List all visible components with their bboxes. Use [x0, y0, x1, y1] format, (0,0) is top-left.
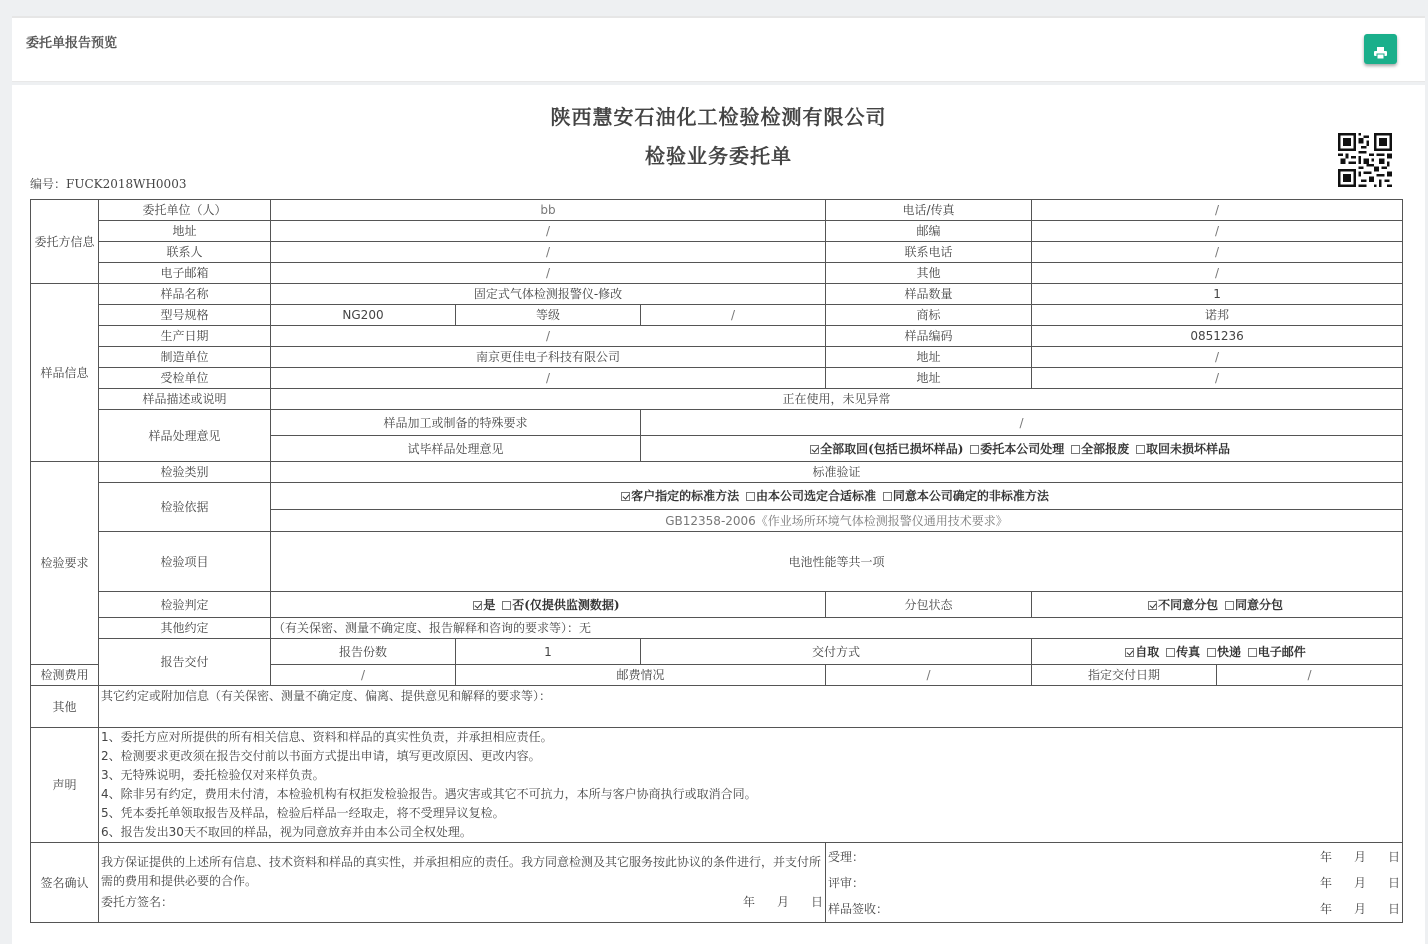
sample-code-label: 样品编码 — [826, 326, 1032, 347]
checkbox-option[interactable]: 自取 — [1125, 645, 1162, 659]
checkbox-option[interactable]: 委托本公司处理 — [970, 442, 1067, 456]
checkbox-icon — [1225, 601, 1234, 610]
inspection-items-label: 检验项目 — [99, 532, 271, 592]
section-client-info: 委托方信息 — [31, 200, 99, 284]
statement-item: 4、除非另有约定，费用未付清，本检验机构有权拒发检验报告。遇灾害或其它不可抗力，本所与客户协商执行或取消合同。 — [101, 787, 757, 801]
sample-after-options — [641, 436, 1403, 462]
document-number: 编号：FUCK2018WH0003 — [30, 177, 187, 191]
report-document — [12, 85, 1425, 944]
checkbox-option[interactable]: 快递 — [1207, 645, 1244, 659]
client-contact-phone-value: / — [1032, 242, 1403, 263]
company-signature-block — [826, 843, 1403, 923]
checkbox-icon — [1248, 648, 1257, 657]
sample-after-label: 试毕样品处理意见 — [271, 436, 641, 462]
report-due-label: 指定交付日期 — [1032, 665, 1217, 686]
client-phone-label: 电话/传真 — [826, 200, 1032, 221]
checkbox-option[interactable]: 同意分包 — [1225, 598, 1286, 612]
sample-date-value: / — [271, 326, 826, 347]
sample-maker-value: 南京更佳电子科技有限公司 — [271, 347, 826, 368]
inspection-type-value: 标准验证 — [271, 462, 1403, 483]
checkbox-option[interactable]: 不同意分包 — [1148, 598, 1221, 612]
inspection-judge-options — [271, 592, 826, 618]
client-contact-label: 联系人 — [99, 242, 271, 263]
statement-item: 1、委托方应对所提供的所有相关信息、资料和样品的真实性负责，并承担相应责任。 — [101, 730, 553, 744]
inspection-sub-label: 分包状态 — [826, 592, 1032, 618]
entrustment-form — [30, 199, 1403, 923]
client-other-value: / — [1032, 263, 1403, 284]
panel-title: 委托单报告预览 — [26, 36, 118, 51]
sample-brand-label: 商标 — [826, 305, 1032, 326]
receive-label: 样品签收： — [828, 901, 889, 916]
sample-inspected-value: / — [271, 368, 826, 389]
sample-qty-value: 1 — [1032, 284, 1403, 305]
inspection-basis-label: 检验依据 — [99, 483, 271, 532]
client-other-label: 其他 — [826, 263, 1032, 284]
panel-header — [12, 16, 1425, 82]
checkbox-option[interactable]: 由本公司选定合适标准 — [746, 489, 879, 503]
inspection-judge-label: 检验判定 — [99, 592, 271, 618]
receive-date: 年 月 日 — [1320, 901, 1401, 916]
checkbox-option[interactable]: 电子邮件 — [1248, 645, 1309, 659]
sample-special-value: / — [641, 410, 1403, 436]
client-phone-value: / — [1032, 200, 1403, 221]
report-postage-label: 邮费情况 — [456, 665, 826, 686]
checkbox-checked-icon — [1125, 648, 1134, 657]
section-inspection: 检验要求 — [31, 462, 99, 665]
sample-date-label: 生产日期 — [99, 326, 271, 347]
sample-name-label: 样品名称 — [99, 284, 271, 305]
report-due-value: / — [1217, 665, 1403, 686]
client-unit-value: bb — [271, 200, 826, 221]
inspection-items-value: 电池性能等共一项 — [271, 532, 1403, 592]
checkbox-icon — [1071, 445, 1080, 454]
checkbox-icon — [883, 492, 892, 501]
inspection-agreement-value: （有关保密、测量不确定度、报告解释和咨询的要求等）：无 — [271, 618, 1403, 639]
client-email-value: / — [271, 263, 826, 284]
checkbox-icon — [746, 492, 755, 501]
sample-inspected-label: 受检单位 — [99, 368, 271, 389]
checkbox-icon — [1166, 648, 1175, 657]
sample-code-value: 0851236 — [1032, 326, 1403, 347]
checkbox-icon — [1207, 648, 1216, 657]
client-signature-block — [99, 843, 826, 923]
client-zip-value: / — [1032, 221, 1403, 242]
print-icon — [1374, 47, 1387, 59]
report-delivery-label: 交付方式 — [641, 639, 1032, 665]
sample-brand-value: 诺邦 — [1032, 305, 1403, 326]
checkbox-option[interactable]: 客户指定的标准方法 — [621, 489, 742, 503]
sample-desc-value: 正在使用，未见异常 — [271, 389, 1403, 410]
review-label: 评审： — [828, 875, 865, 890]
qr-code-icon — [1338, 133, 1392, 187]
statement-item: 2、检测要求更改须在报告交付前以书面方式提出申请，填写更改原因、更改内容。 — [101, 749, 541, 763]
report-copies-value: 1 — [456, 639, 641, 665]
inspection-agreement-label: 其他约定 — [99, 618, 271, 639]
sample-handling-label: 样品处理意见 — [99, 410, 271, 462]
checkbox-checked-icon — [810, 445, 819, 454]
sample-maker-address-label: 地址 — [826, 347, 1032, 368]
form-title: 检验业务委托单 — [645, 144, 792, 168]
inspection-type-label: 检验类别 — [99, 462, 271, 483]
client-address-value: / — [271, 221, 826, 242]
checkbox-option[interactable]: 全部报废 — [1071, 442, 1132, 456]
checkbox-checked-icon — [1148, 601, 1157, 610]
report-postage-value: / — [826, 665, 1032, 686]
inspection-basis-options — [271, 483, 1403, 510]
section-report: 报告交付 — [99, 639, 271, 686]
report-fee-label: 检测费用 — [31, 665, 99, 686]
client-zip-label: 邮编 — [826, 221, 1032, 242]
client-address-label: 地址 — [99, 221, 271, 242]
statement-item: 5、凭本委托单领取报告及样品，检验后样品一经取走，将不受理异议复检。 — [101, 806, 505, 820]
print-button[interactable] — [1364, 34, 1397, 64]
statement-list — [99, 728, 1403, 843]
checkbox-icon — [502, 601, 511, 610]
accept-label: 受理： — [828, 849, 865, 864]
review-date: 年 月 日 — [1320, 875, 1401, 890]
sample-grade-value: / — [641, 305, 826, 326]
guarantee-text: 我方保证提供的上述所有信息、技术资料和样品的真实性，并承担相应的责任。我方同意检测及其它服务按此协议的条件进行，并支付所需的费用和提供必要的合作。 — [101, 855, 822, 888]
sample-inspected-address-value: / — [1032, 368, 1403, 389]
inspection-standard: GB12358-2006《作业场所环境气体检测报警仪通用技术要求》 — [271, 510, 1403, 532]
client-email-label: 电子邮箱 — [99, 263, 271, 284]
report-fee-value: / — [271, 665, 456, 686]
checkbox-option[interactable]: 是 — [473, 598, 498, 612]
inspection-sub-options — [1032, 592, 1403, 618]
checkbox-option[interactable]: 否(仅提供监测数据) — [502, 598, 622, 612]
sample-qty-label: 样品数量 — [826, 284, 1032, 305]
company-name: 陕西慧安石油化工检验检测有限公司 — [550, 105, 887, 129]
client-contact-phone-label: 联系电话 — [826, 242, 1032, 263]
sample-maker-label: 制造单位 — [99, 347, 271, 368]
client-sign-date: 年 月 日 — [742, 895, 824, 909]
client-sign-label: 委托方签名： — [101, 895, 174, 909]
other-text: 其它约定或附加信息（有关保密、测量不确定度、偏离、提供意见和解释的要求等）： — [99, 686, 1403, 728]
sample-name-value: 固定式气体检测报警仪-修改 — [271, 284, 826, 305]
checkbox-checked-icon — [473, 601, 482, 610]
checkbox-icon — [1136, 445, 1145, 454]
checkbox-option[interactable]: 同意本公司确定的非标准方法 — [883, 489, 1052, 503]
sample-model-value: NG200 — [271, 305, 456, 326]
accept-date: 年 月 日 — [1320, 849, 1401, 864]
statement-item: 6、报告发出30天不取回的样品，视为同意放弃并由本公司全权处理。 — [101, 825, 472, 839]
sample-grade-label: 等级 — [456, 305, 641, 326]
sample-inspected-address-label: 地址 — [826, 368, 1032, 389]
client-contact-value: / — [271, 242, 826, 263]
section-other: 其他 — [31, 686, 99, 728]
sample-model-label: 型号规格 — [99, 305, 271, 326]
statement-item: 3、无特殊说明，委托检验仅对来样负责。 — [101, 768, 325, 782]
section-statement: 声明 — [31, 728, 99, 843]
report-copies-label: 报告份数 — [271, 639, 456, 665]
section-sample-info: 样品信息 — [31, 284, 99, 462]
sample-maker-address-value: / — [1032, 347, 1403, 368]
sample-special-label: 样品加工或制备的特殊要求 — [271, 410, 641, 436]
report-delivery-options — [1032, 639, 1403, 665]
checkbox-option[interactable]: 传真 — [1166, 645, 1203, 659]
checkbox-option[interactable]: 全部取回(包括已损坏样品) — [810, 442, 966, 456]
client-unit-label: 委托单位（人） — [99, 200, 271, 221]
checkbox-checked-icon — [621, 492, 630, 501]
section-signature: 签名确认 — [31, 843, 99, 923]
checkbox-icon — [970, 445, 979, 454]
checkbox-option[interactable]: 取回未损坏样品 — [1136, 442, 1233, 456]
sample-desc-label: 样品描述或说明 — [99, 389, 271, 410]
